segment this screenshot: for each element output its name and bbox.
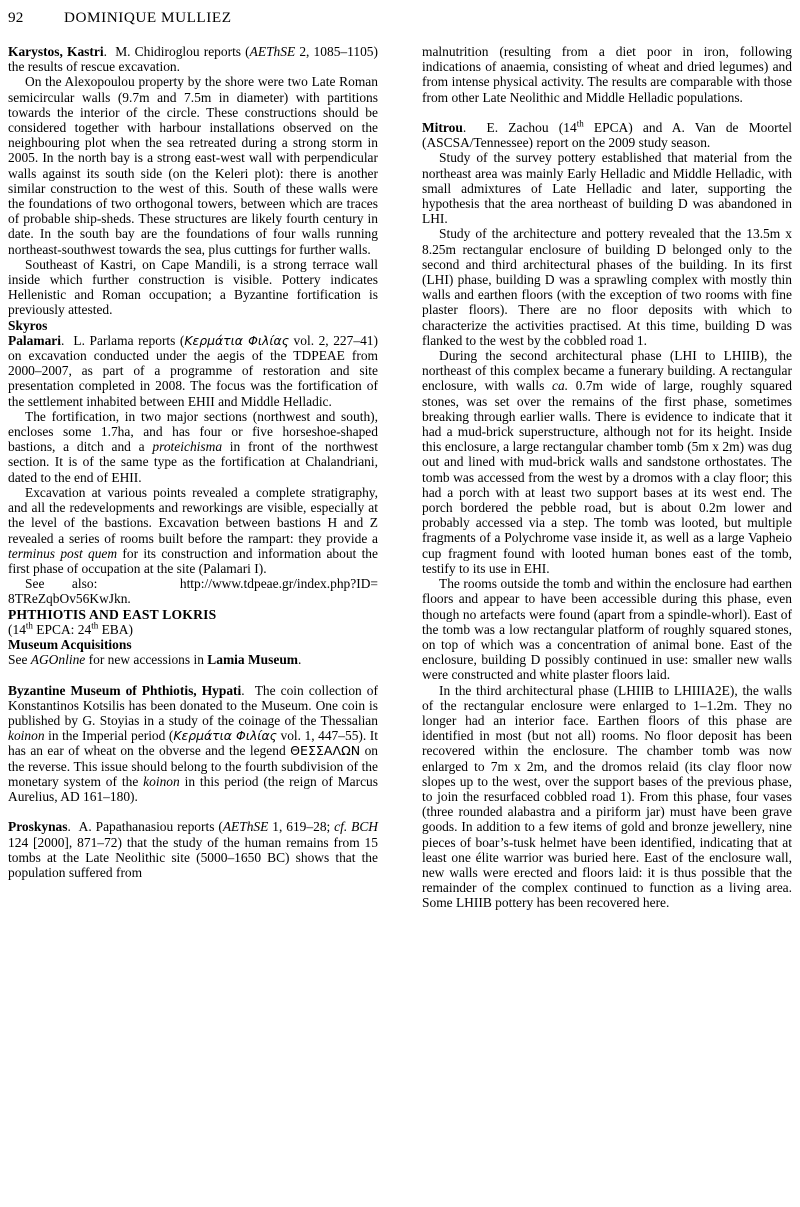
- koinon-italic-2: koinon: [143, 773, 180, 789]
- karystos-lead-1: M. Chidiroglou reports (: [115, 44, 250, 59]
- museum-acq-1: See: [8, 652, 31, 668]
- mitrou-para-5: In the third architectural phase (LHIIB to LHIIIA2E), the walls of the rectangular enclosure were enlarged to 1–1.2m. They no longer had an interior face. Earthen floors of this phase are identified in most (but not all) rooms. No floor deposit has been recovered within the enclosure. The chamber tomb was now enlarged to 7m x 2m, and the dromos relaid (its clay floor now slopes up to the west, over the support bases of the previous phase, to join the resurfaced cobbled road 1). From this phase, four vases (three rounded alabastra and a piriform jar) must have been grave goods. In addition to a few items of gold and bronze jewellery, nine pieces of boar’s-tusk helmet have been identified, indicating that at least one élite warrior was buried here. East of the enclosure wall, new walls were erected and floors laid: it is thus possible that the remainder of the complex continued to function as a living area. Some LHIIB pottery has been recovered here.: [422, 682, 792, 911]
- entry-name-karystos: Karystos, Kastri: [8, 44, 104, 59]
- mitrou-lead-sup: th: [576, 118, 584, 129]
- koinon-italic-1: koinon: [8, 728, 45, 744]
- region-subline-3: EBA): [98, 621, 133, 637]
- page-number: 92: [8, 9, 24, 26]
- proskynas-text-d: 124 [2000], 871–72) that the study of the human remains from 15 tombs at the Late Neolithic site (5000–1650 BC) shows that the population suffered from: [8, 834, 378, 880]
- mitrou-para-3a: During the second architectural phase (LHI to LHIIB), the northeast of this complex became a funerary building. A rectangular enclosure, with walls: [422, 348, 792, 394]
- region-subline: [8, 622, 378, 637]
- entry-karystos-kastri: [8, 44, 378, 74]
- museum-acq-2: for new accessions in: [85, 652, 208, 668]
- palamari-lead-1: L. Parlama reports (: [73, 332, 185, 348]
- byzantine-text-e: in this period (the reign of Marcus Aurelius, AD 161–180).: [8, 773, 378, 804]
- palamari-terminus-post-quem: terminus post quem: [8, 545, 118, 561]
- entry-sep: .: [67, 819, 71, 835]
- palamari-para-1: [8, 409, 378, 485]
- heading-skyros: Skyros: [8, 317, 48, 333]
- karystos-para-1: On the Alexopoulou property by the shore were two Late Roman semicircular walls (9.7m and 7.5m in diameter) with partitions towards the interior of the circle. These constructions should be considered together with harbour installations observed on the neighbouring plot when the sea retreated during a strong storm in 2005. In the north bay is a strong east-west wall with perpendicular walls against its south side (on the Keleri plot): there is another similar construction to the west of this. South of these walls were the foundations of two orthogonal towers, between which are traces of probable ship-sheds. These structures are likely fourth century in date. In the south bay are the foundations of four walls running northeast-southwest towards the sea, plus cuttings for further walls.: [8, 74, 378, 257]
- palamari-proteichisma: proteichisma: [152, 439, 223, 455]
- museum-acquisitions-line: [8, 652, 378, 667]
- karystos-journal: AEThSE: [249, 44, 296, 59]
- mitrou-para-1: Study of the survey pottery established that material from the northeast area was mainly Early Helladic and Middle Helladic, with small admixtures of Late Helladic and later, supporting the hypothesis that the area northeast of building D was abandoned in LHI.: [422, 150, 792, 227]
- byzantine-text-d: on the reverse. This issue should belong to the fourth subdivision of the monetary system of the: [8, 743, 379, 789]
- entry-palamari: [8, 333, 378, 409]
- see-also-label: See also:: [25, 576, 180, 592]
- mitrou-lead-2: EPCA) and A. Van de Moortel (ASCSA/Tennessee) report on the 2009 study season.: [422, 120, 792, 151]
- heading-museum-acquisitions: Museum Acquisitions: [8, 636, 132, 652]
- proskynas-continuation: malnutrition (resulting from a diet poor in iron, following indications of anaemia, consisting of wheat and dried legumes) and from intense physical activity. The results are comparable with those from other Late Neolithic and Middle Helladic populations.: [422, 44, 792, 105]
- entry-byzantine-museum: [8, 683, 378, 805]
- proskynas-text-b: 1, 619–28;: [268, 819, 335, 835]
- byzantine-text-b: in the Imperial period (: [44, 728, 174, 744]
- lamia-museum-bold: Lamia Museum: [207, 652, 298, 668]
- mitrou-para-2: Study of the architecture and pottery revealed that the 13.5m x 8.25m rectangular enclosure of building D belonged only to the second and third architectural phases of the building. In its first (LHI) phase, building D was a sprawling complex with mostly thin walls and earthen floors (with the exception of two rooms with fine plaster floors). There are no floor deposits with which to characterize the activities practised. At this time, building D was flanked to the west by the cobbled road 1.: [422, 226, 792, 348]
- proskynas-cf: cf.: [334, 819, 348, 835]
- heading-phthiotis-east-lokris: PHTHIOTIS AND EAST LOKRIS: [8, 606, 217, 622]
- right-column: [422, 44, 792, 1204]
- palamari-see-also: [8, 576, 378, 606]
- mitrou-lead-1: E. Zachou (14: [486, 120, 577, 135]
- museum-acq-3: .: [298, 652, 302, 668]
- proskynas-text-a: A. Papathanasiou reports (: [78, 819, 223, 835]
- byzantine-greek-title: Κερμάτια Φιλίας: [173, 728, 277, 744]
- column-container: [8, 44, 792, 1204]
- entry-sep: .: [462, 120, 467, 135]
- entry-name-mitrou: Mitrou: [422, 120, 463, 135]
- see-also-url[interactable]: http://www.tdpeae.gr/index.php?ID= 8TReZqbOv56KwJkn.: [8, 576, 378, 607]
- karystos-lead-2: 2, 1085–1105) the results of rescue excavation.: [8, 44, 378, 75]
- left-column: [8, 44, 378, 1204]
- proskynas-journal-bch: BCH: [351, 819, 379, 835]
- greek-legend-thessalon: ΘΕΣΣΑΛΩΝ: [290, 743, 361, 759]
- region-subline-sup-1: th: [25, 620, 33, 631]
- palamari-lead-2: vol. 2, 227–41) on excavation conducted under the aegis of the TDPEAE from 2000–2007, as part of a programme of restoration and site presentation completed in 2008. The focus was the fortification of the settlement inhabited between EHII and Middle Helladic.: [8, 332, 378, 409]
- entry-proskynas: [8, 819, 378, 880]
- entry-name-palamari: Palamari: [8, 332, 61, 348]
- palamari-para-2a: Excavation at various points revealed a complete stratigraphy, and all the redevelopments and reworkings are visible, especially at the level of the bastions. Excavation between bastions H and Z revealed a series of rooms built before the rampart: they provide a: [8, 484, 378, 546]
- palamari-para-1a: The fortification, in two major sections (northwest and south), encloses some 1.7ha, and has four or five horseshoe-shaped bastions, a ditch and a: [8, 408, 378, 455]
- entry-sep: .: [241, 682, 245, 698]
- region-subline-sup-2: th: [91, 620, 99, 631]
- byzantine-text-a: The coin collection of Konstantinos Kotsilis has been donated to the Museum. One coin is published by G. Stoyias in a study of the coinage of the Thessalian: [8, 682, 378, 728]
- running-head-title: DOMINIQUE MULLIEZ: [64, 9, 232, 26]
- mitrou-para-4: The rooms outside the tomb and within the enclosure had earthen floors and appear to have been accessible during this phase, even though no artefacts were found (apart from a spindle-whorl). East of the tomb was a low rectangular platform of roughly squared stones, on top of which was a concentration of animal bone. East of the enclosure, building D possibly continued in use: smaller new walls were constructed and white plaster floors laid.: [422, 576, 792, 683]
- running-head: [8, 8, 792, 28]
- mitrou-para-3: [422, 348, 792, 576]
- entry-name-proskynas: Proskynas: [8, 819, 68, 835]
- entry-sep: .: [61, 332, 65, 348]
- entry-name-byzantine-museum: Byzantine Museum of Phthiotis, Hypati: [8, 682, 242, 698]
- region-subline-2: EPCA: 24: [32, 621, 92, 637]
- palamari-para-2b: for its construction and information about the first phase of occupation at the site (Palamari I).: [8, 545, 378, 576]
- region-subline-1: (14: [8, 621, 26, 637]
- entry-mitrou: [422, 120, 792, 150]
- agonline-italic: AGOnline: [30, 652, 86, 668]
- palamari-greek-title: Κερμάτια Φιλίας: [184, 332, 289, 348]
- proskynas-journal-aethse: AEThSE: [222, 819, 269, 835]
- palamari-para-1b: in front of the northwest section. It is of the same type as the fortification at Chalandriani, dated to the end of EHII.: [8, 439, 378, 485]
- entry-sep: .: [103, 44, 107, 59]
- mitrou-ca-italic: ca.: [552, 378, 569, 394]
- byzantine-text-c: vol. 1, 447–55). It has an ear of wheat on the obverse and the legend: [8, 728, 378, 759]
- karystos-para-2: Southeast of Kastri, on Cape Mandili, is a strong terrace wall inside which further construction is visible. Pottery indicates Hellenistic and Roman occupation; a Byzantine fortification is previously attested.: [8, 256, 378, 318]
- mitrou-para-3b: 0.7m wide of large, roughly squared stones, was set over the remains of the first phase, sometimes breaking through earlier walls. There is evidence to indicate that it had a mud-brick superstructure, although not for its height. Inside this enclosure, a large rectangular chamber tomb (5m x 2m) was dug out and lined with mud-brick walls and sandstone orthostates. The tomb was accessed from the west by a dromos with a clay floor; this had a porch with at least two support bases at its west end. The porch bordered the pebble road, but is about 0.2m lower and probably accessed via a step. The tomb was looted, but multiple fragments of a Polychrome vase inside it, as well as a large Vapheio cup fragment found with looted human bones east of the tomb, testify to its use in EHI.: [422, 378, 792, 576]
- palamari-para-2: [8, 485, 378, 576]
